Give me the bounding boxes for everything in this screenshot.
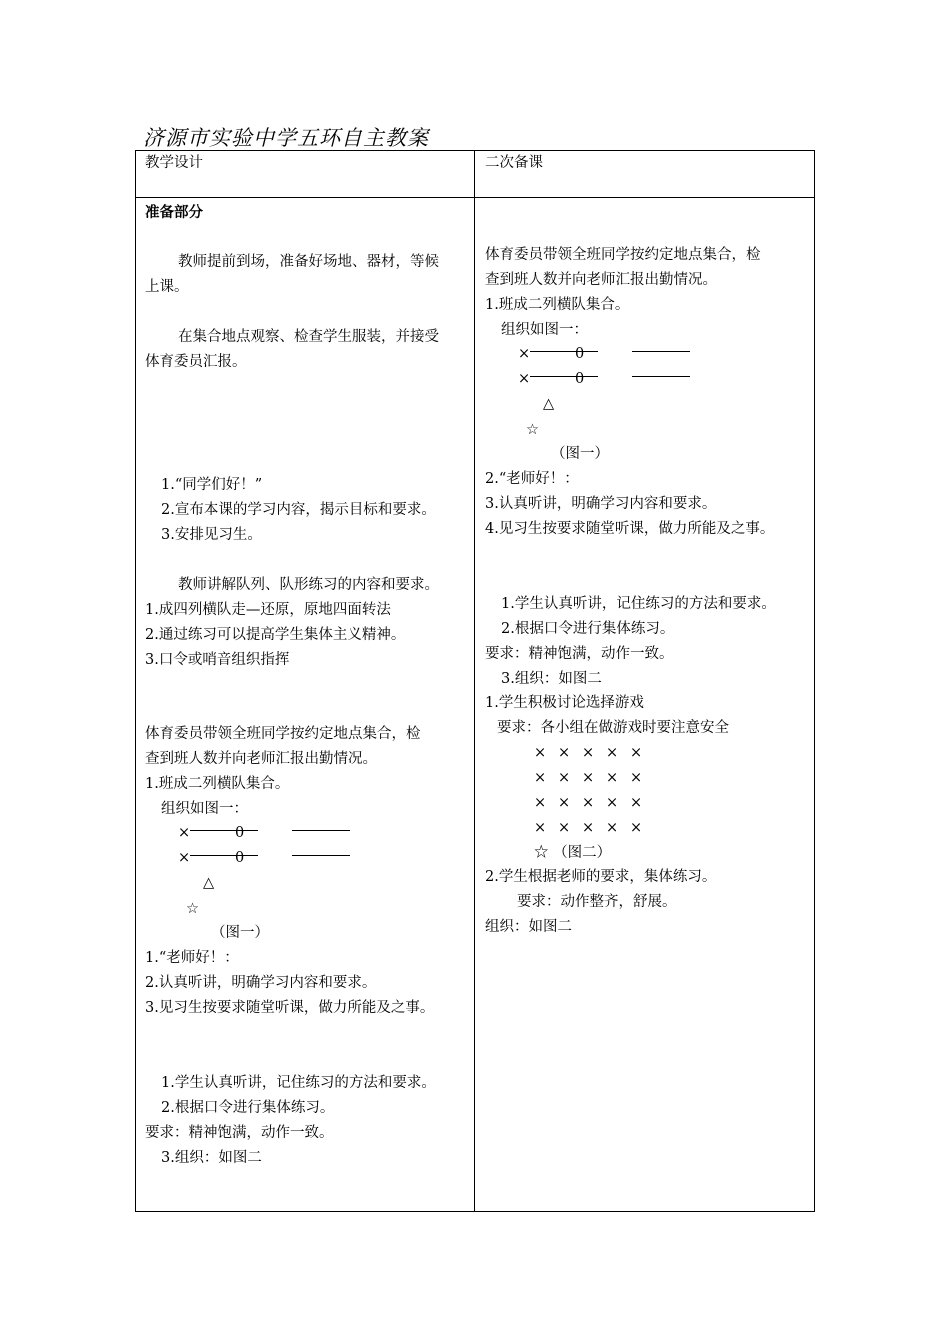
right-text: 组织如图一： bbox=[501, 322, 588, 338]
section-heading: 准备部分 bbox=[145, 204, 203, 221]
right-text: 要求：各小组在做游戏时要注意安全 bbox=[497, 720, 729, 736]
formation-x: × bbox=[630, 745, 643, 761]
left-text: 查到班人数并向老师汇报出勤情况。 bbox=[145, 751, 377, 767]
left-text: 3.见习生按要求随堂听课，做力所能及之事。 bbox=[145, 1000, 435, 1016]
formation-x: × bbox=[558, 770, 571, 786]
right-text: 组织：如图二 bbox=[485, 919, 572, 935]
right-text: 3.认真听讲，明确学习内容和要求。 bbox=[485, 496, 717, 512]
right-text: 要求：精神饱满，动作一致。 bbox=[485, 646, 674, 662]
star-marker: ☆ bbox=[526, 422, 539, 438]
left-text: 体育委员带领全班同学按约定地点集合，检 bbox=[145, 726, 421, 742]
header-second-prep: 二次备课 bbox=[485, 155, 543, 171]
formation-line bbox=[190, 830, 258, 831]
formation-o: 0 bbox=[575, 346, 585, 362]
left-text: 3.口令或哨音组织指挥 bbox=[145, 652, 290, 668]
formation-line bbox=[292, 830, 350, 831]
formation-x: × bbox=[606, 820, 619, 836]
figure-caption: （图一） bbox=[211, 925, 269, 941]
triangle-marker: △ bbox=[543, 396, 555, 412]
left-text: 1.“老师好！： bbox=[145, 950, 239, 966]
page-title: 济源市实验中学五环自主教案 bbox=[143, 126, 429, 150]
formation-x: × bbox=[558, 745, 571, 761]
formation-x: × bbox=[534, 745, 547, 761]
formation-line bbox=[190, 855, 258, 856]
formation-x: × bbox=[630, 795, 643, 811]
triangle-marker: △ bbox=[203, 875, 215, 891]
right-text: 1.学生积极讨论选择游戏 bbox=[485, 695, 644, 711]
right-text: 2.“老师好！： bbox=[485, 471, 579, 487]
left-text: 3.组织：如图二 bbox=[161, 1150, 262, 1166]
figure-caption: ☆ （图二） bbox=[534, 845, 612, 861]
formation-x: × bbox=[582, 770, 595, 786]
formation-x: × bbox=[178, 850, 191, 866]
formation-row bbox=[534, 818, 654, 838]
formation-x: × bbox=[630, 770, 643, 786]
right-text: 1.班成二列横队集合。 bbox=[485, 297, 630, 313]
formation-row bbox=[534, 768, 654, 788]
left-text: 2.通过练习可以提高学生集体主义精神。 bbox=[145, 627, 406, 643]
formation-x: × bbox=[606, 770, 619, 786]
formation-x: × bbox=[582, 745, 595, 761]
left-text: 教师讲解队列、队形练习的内容和要求。 bbox=[178, 577, 439, 593]
left-text: 组织如图一： bbox=[161, 801, 248, 817]
left-text: 2.宣布本课的学习内容，揭示目标和要求。 bbox=[161, 502, 436, 518]
formation-x: × bbox=[582, 820, 595, 836]
right-text: 2.根据口令进行集体练习。 bbox=[501, 621, 675, 637]
formation-x: × bbox=[558, 795, 571, 811]
right-text: 3.组织：如图二 bbox=[501, 671, 602, 687]
formation-o: 0 bbox=[235, 850, 245, 866]
right-text: 体育委员带领全班同学按约定地点集合，检 bbox=[485, 247, 761, 263]
formation-o: 0 bbox=[575, 371, 585, 387]
left-text: 在集合地点观察、检查学生服装，并接受 bbox=[178, 329, 439, 345]
formation-x: × bbox=[534, 820, 547, 836]
right-text: 4.见习生按要求随堂听课，做力所能及之事。 bbox=[485, 521, 775, 537]
right-text: 1.学生认真听讲，记住练习的方法和要求。 bbox=[501, 596, 776, 612]
formation-line bbox=[530, 376, 598, 377]
figure-caption: （图一） bbox=[551, 446, 609, 462]
formation-x: × bbox=[606, 745, 619, 761]
right-text: 查到班人数并向老师汇报出勤情况。 bbox=[485, 272, 717, 288]
header-teaching-design: 教学设计 bbox=[145, 155, 203, 171]
left-text: 2.认真听讲，明确学习内容和要求。 bbox=[145, 975, 377, 991]
formation-x: × bbox=[630, 820, 643, 836]
formation-line bbox=[292, 855, 350, 856]
formation-x: × bbox=[178, 825, 191, 841]
formation-x: × bbox=[534, 770, 547, 786]
formation-o: 0 bbox=[235, 825, 245, 841]
right-text: 要求：动作整齐，舒展。 bbox=[517, 894, 677, 910]
formation-x: × bbox=[582, 795, 595, 811]
left-text: 1.成四列横队走—还原，原地四面转法 bbox=[145, 602, 391, 618]
left-text: 2.根据口令进行集体练习。 bbox=[161, 1100, 335, 1116]
right-text: 2.学生根据老师的要求，集体练习。 bbox=[485, 869, 717, 885]
left-text: 上课。 bbox=[145, 279, 189, 295]
left-text: 教师提前到场，准备好场地、器材，等候 bbox=[178, 254, 439, 270]
lesson-table bbox=[135, 150, 815, 1212]
left-text: 要求：精神饱满，动作一致。 bbox=[145, 1125, 334, 1141]
formation-line bbox=[632, 351, 690, 352]
formation-x: × bbox=[534, 795, 547, 811]
formation-line bbox=[632, 376, 690, 377]
formation-line bbox=[530, 351, 598, 352]
formation-x: × bbox=[518, 371, 531, 387]
star-marker: ☆ bbox=[186, 901, 199, 917]
left-text: 3.安排见习生。 bbox=[161, 527, 262, 543]
left-text: 体育委员汇报。 bbox=[145, 354, 247, 370]
formation-x: × bbox=[606, 795, 619, 811]
left-text: 1.班成二列横队集合。 bbox=[145, 776, 290, 792]
column-divider bbox=[474, 150, 475, 1212]
formation-row bbox=[534, 793, 654, 813]
formation-x: × bbox=[558, 820, 571, 836]
formation-x: × bbox=[518, 346, 531, 362]
header-divider bbox=[135, 197, 815, 198]
left-text: 1.“同学们好！” bbox=[161, 477, 263, 493]
left-text: 1.学生认真听讲，记住练习的方法和要求。 bbox=[161, 1075, 436, 1091]
formation-row bbox=[534, 743, 654, 763]
